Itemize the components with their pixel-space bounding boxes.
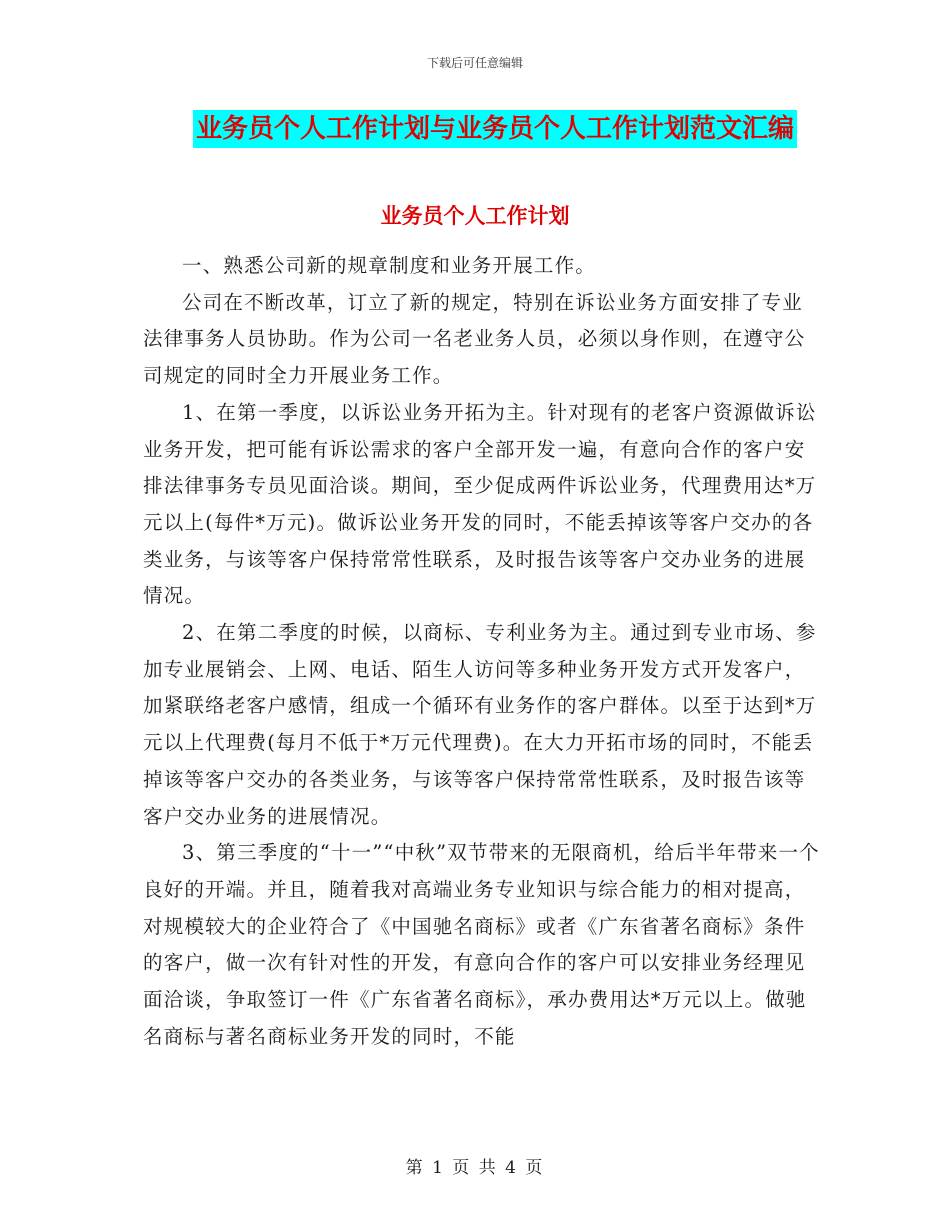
paragraph-5: 3、第三季度的“十一”“中秋”双节带来的无限商机，给后半年带来一个良好的开端。并且，随着我对高端业务专业知识与综合能力的相对提高，对规模较大的企业符合了《中国驰名商标》或者《广东省著名商标》条件的客户，做一次有针对性的开发，有意向合作的客户可以安排业务经理见面洽谈，争取签订一件《广东省著名商标》，承办费用达*万元以上。做驰名商标与著名商标业务开发的同时，不能 xyxy=(143,841,820,1048)
paragraph-4: 2、在第二季度的时候，以商标、专利业务为主。通过到专业市场、参加专业展销会、上网、电话、陌生人访问等多种业务开发方式开发客户，加紧联络老客户感情，组成一个循环有业务作的客户群体。以至于达到*万元以上代理费(每月不低于*万元代理费)。在大力开拓市场的同时，不能丢掉该等客户交办的各类业务，与该等客户保持常常性联系，及时报告该等客户交办业务的进展情况。 xyxy=(143,621,817,828)
page-footer: 第 1 页 共 4 页 xyxy=(405,1158,545,1178)
paragraph-2: 公司在不断改革，订立了新的规定，特别在诉讼业务方面安排了专业法律事务人员协助。作为公司一名老业务人员，必须以身作则，在遵守公司规定的同时全力开展业务工作。 xyxy=(143,290,806,388)
paragraph-3: 1、在第一季度，以诉讼业务开拓为主。针对现有的老客户资源做诉讼业务开发，把可能有诉讼需求的客户全部开发一遍，有意向合作的客户安排法律事务专员见面洽谈。期间，至少促成两件诉讼业务，代理费用达*万元以上(每件*万元)。做诉讼业务开发的同时，不能丢掉该等客户交办的各类业务，与该等客户保持常常性联系，及时报告该等客户交办业务的进展情况。 xyxy=(143,400,817,608)
section-title: 业务员个人工作计划 xyxy=(380,204,570,228)
document-title: 业务员个人工作计划与业务员个人工作计划范文汇编 xyxy=(193,110,797,148)
main-title-container xyxy=(0,110,950,148)
page-header-note: 下载后可任意编辑 xyxy=(426,56,523,70)
paragraph-1: 一、熟悉公司新的规章制度和业务开展工作。 xyxy=(182,254,597,277)
document-body xyxy=(143,248,823,1055)
